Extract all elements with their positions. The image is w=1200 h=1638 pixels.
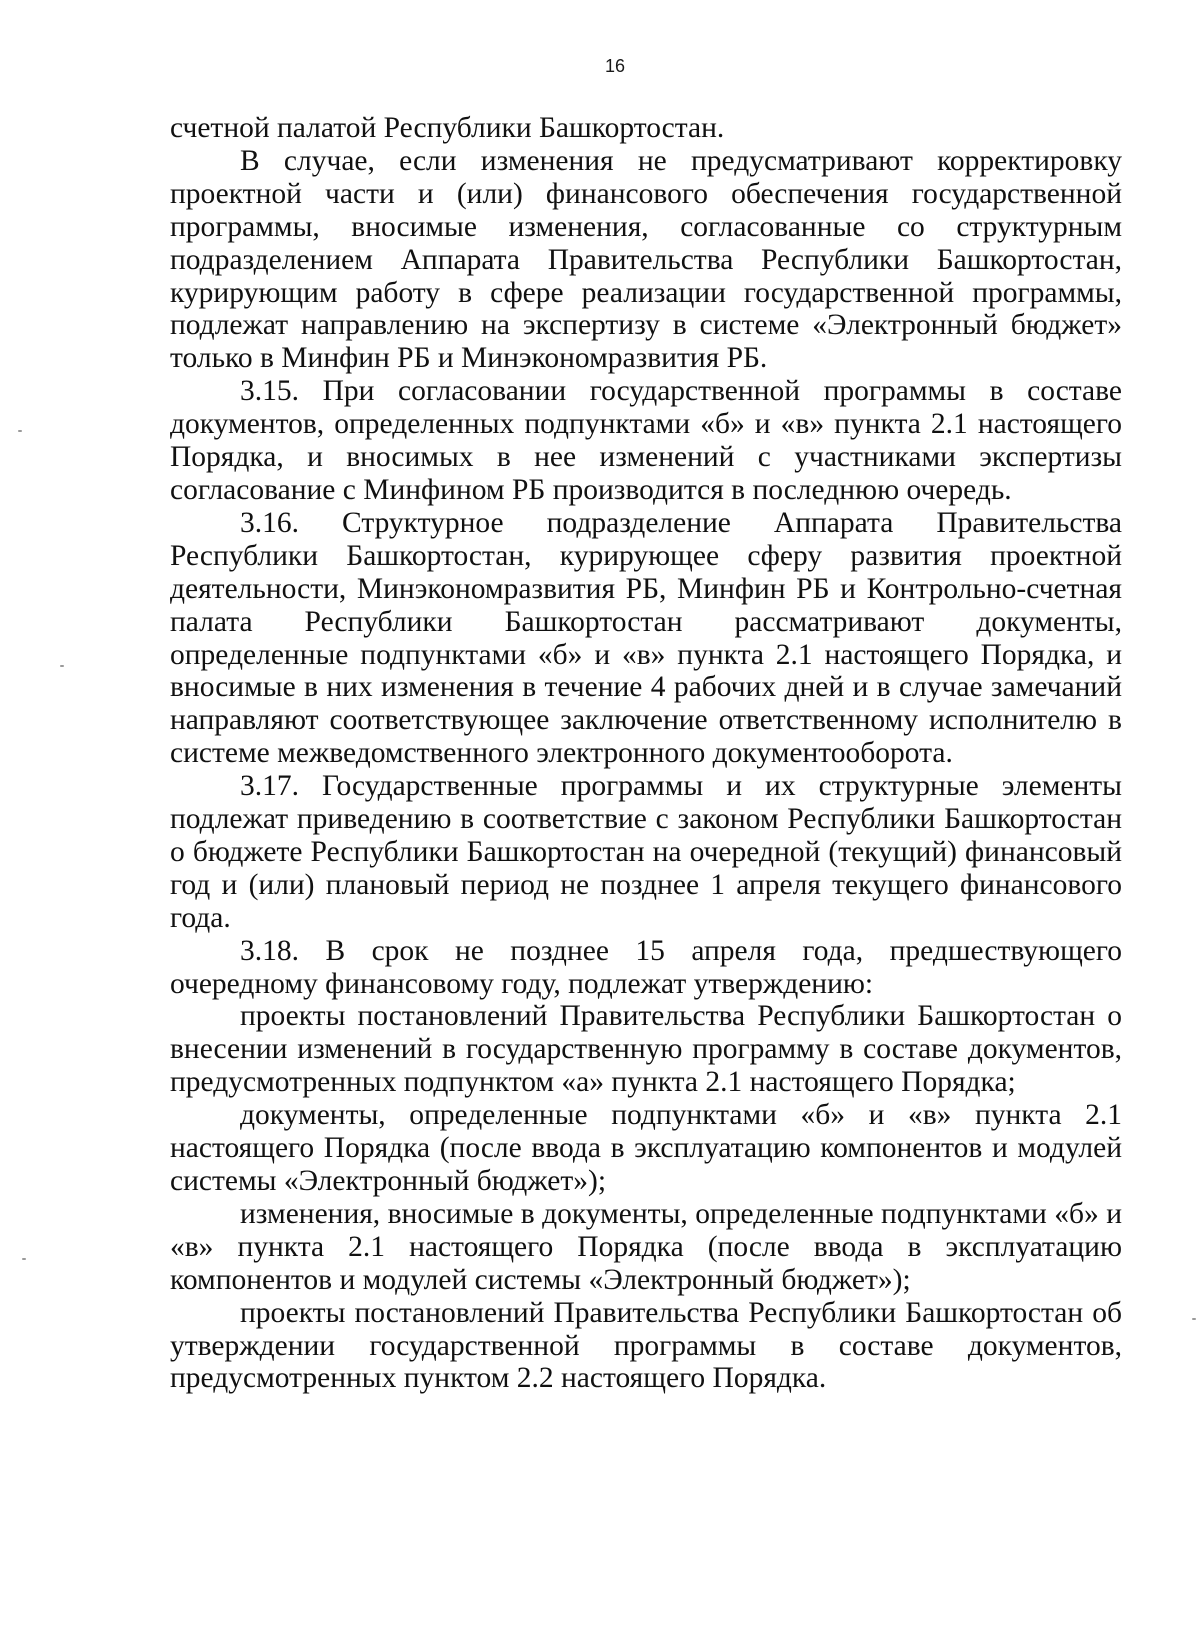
document-body [170,112,1122,1395]
scan-speck [1192,1318,1196,1320]
scan-speck [60,665,64,667]
list-item-documents: документы, определенные подпунктами «б» и «в» пункта 2.1 настоящего Порядка (после ввода в эксплуатацию компонентов и модулей системы «Электронный бюджет»); [170,1099,1122,1197]
list-item-draft-approval: проекты постановлений Правительства Республики Башкортостан об утверждении государственной программы в составе документов, предусмотренных пунктом 2.2 настоящего Порядка. [170,1296,1122,1395]
paragraph-3-17: 3.17. Государственные программы и их структурные элементы подлежат приведению в соответствие с законом Республики Башкортостан о бюджете Республики Башкортостан на очередной (текущий) финансовый год и (или) плановый период не позднее 1 апреля текущего финансового года. [170,770,1122,934]
paragraph-3-16: 3.16. Структурное подразделение Аппарата Правительства Республики Башкортостан, курирующее сферу развития проектной деятельности, Минэкономразвития РБ, Минфин РБ и Контрольно-счетная палата Республики Башкортостан рассматривают документы, определенные подпунктами «б» и «в» пункта 2.1 настоящего Порядка, и вносимые в них изменения в течение 4 рабочих дней и в случае замечаний направляют соответствующее заключение ответственному исполнителю в системе межведомственного электронного документооборота. [170,506,1122,770]
paragraph-3-18: 3.18. В срок не позднее 15 апреля года, предшествующего очередному финансовому году, подлежат утверждению: [170,934,1122,1000]
paragraph-3-15: 3.15. При согласовании государственной программы в составе документов, определенных подпунктами «б» и «в» пункта 2.1 настоящего Порядка, и вносимых в нее изменений с участниками экспертизы согласование с Минфином РБ производится в последнюю очередь. [170,375,1122,506]
list-item-draft-amendments: проекты постановлений Правительства Республики Башкортостан о внесении изменений в государственную программу в составе документов, предусмотренных подпунктом «а» пункта 2.1 настоящего Порядка; [170,1000,1122,1099]
paragraph-continuation: счетной палатой Республики Башкортостан. [170,112,725,144]
paragraph-changes-case: В случае, если изменения не предусматривают корректировку проектной части и (или) финансового обеспечения государственной программы, вносимые изменения, согласованные со структурным подразделением Аппарата Правительства Республики Башкортостан, курирующим работу в сфере реализации государственной программы, подлежат направлению на экспертизу в системе «Электронный бюджет» только в Минфин РБ и Минэкономразвития РБ. [170,144,1122,375]
list-item-document-changes: изменения, вносимые в документы, определенные подпунктами «б» и «в» пункта 2.1 настоящего Порядка (после ввода в эксплуатацию компонентов и модулей системы «Электронный бюджет»); [170,1197,1122,1296]
scan-speck [22,1258,26,1260]
scan-speck [18,430,22,432]
page-number: 16 [604,56,626,76]
